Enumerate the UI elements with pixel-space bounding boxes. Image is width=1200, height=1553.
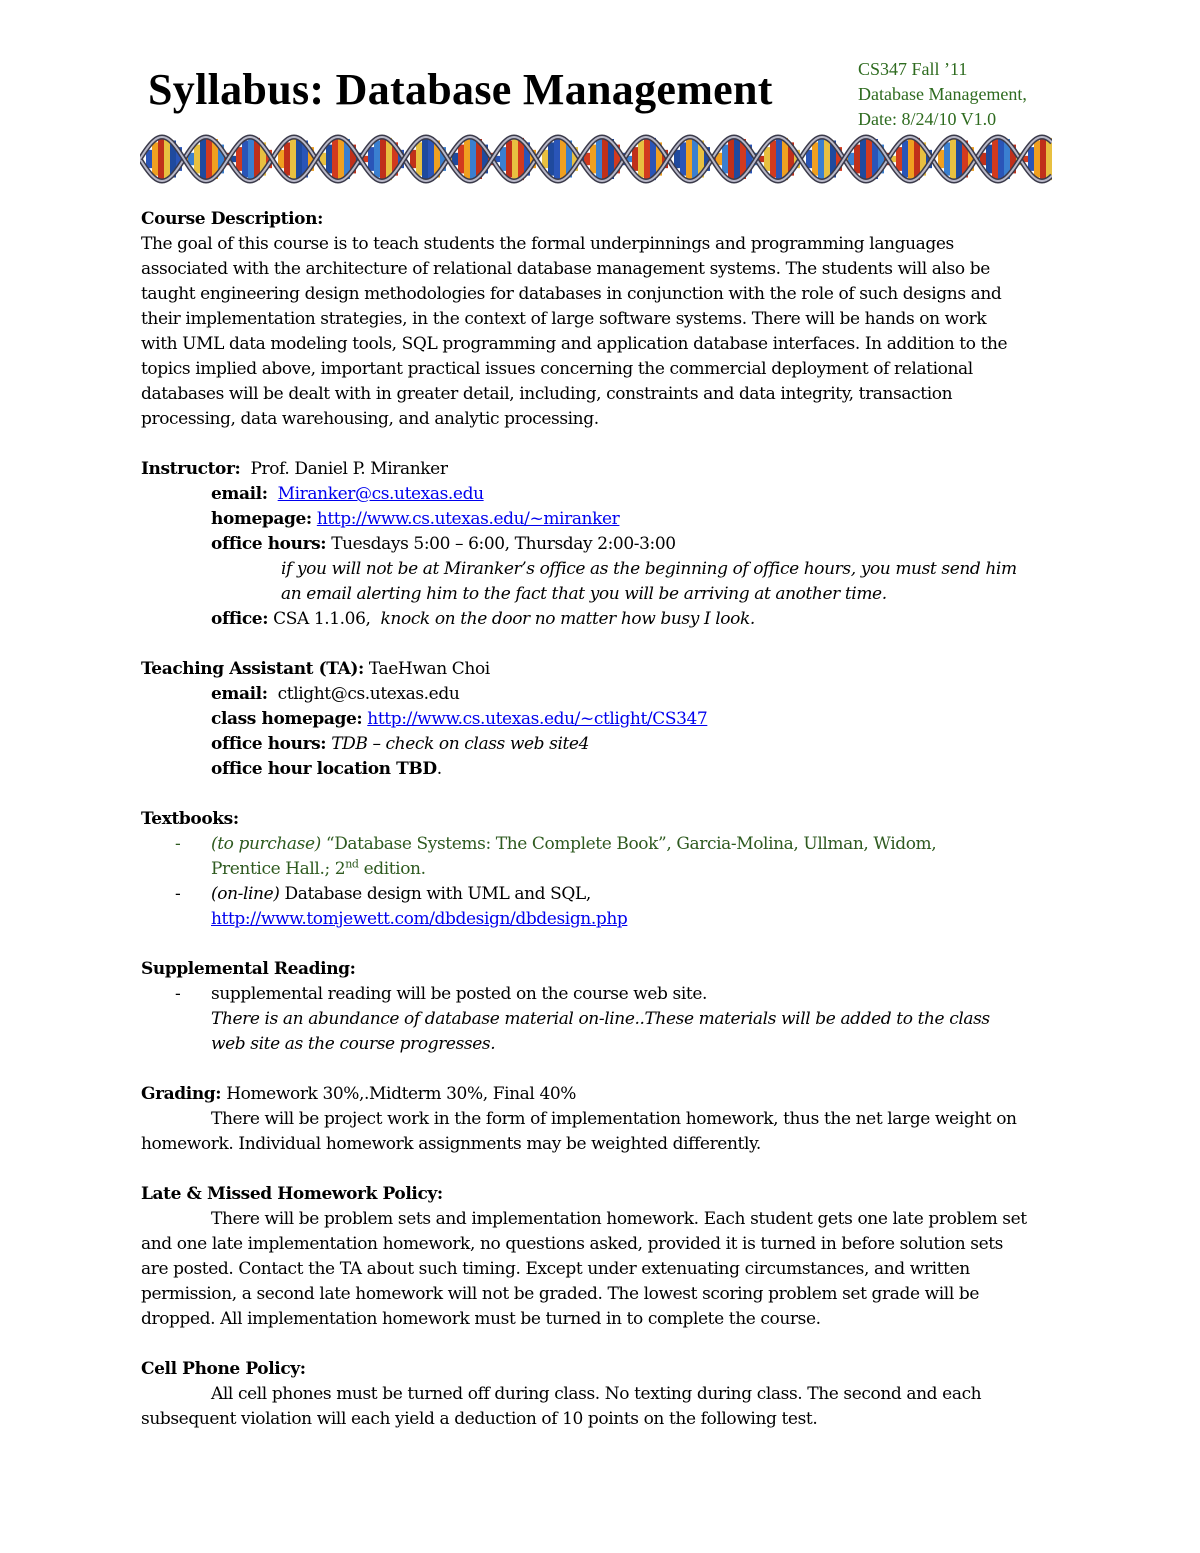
ta-office-location: office hour location TBD (211, 759, 437, 779)
helix-rung (998, 137, 1004, 181)
helix-rung (242, 140, 248, 177)
helix-rung (248, 137, 254, 181)
late-policy-text: permission, a second late homework will not be graded. The lowest scoring problem set grade will be (141, 1284, 980, 1304)
helix-rung (464, 139, 470, 179)
edition-superscript: nd (345, 857, 359, 871)
helix-rung (200, 139, 206, 179)
textbook-title: Database design with UML and SQL, (284, 884, 591, 904)
late-policy-heading: Late & Missed Homework Policy: (141, 1184, 443, 1204)
textbook-tag: (to purchase) (211, 834, 321, 854)
instructor-office-hours: Tuesdays 5:00 – 6:00, Thursday 2:00-3:00 (331, 534, 676, 554)
helix-rung (158, 138, 164, 180)
helix-rung (722, 145, 728, 174)
description-line: their implementation strategies, in the context of large software systems. There will be hands on work (141, 309, 987, 329)
helix-rung (422, 138, 428, 180)
description-line: databases will be dealt with in greater detail, including, constraints and data integrity, transaction (141, 384, 953, 404)
helix-rung (764, 147, 770, 171)
helix-rung (860, 139, 866, 179)
helix-rung (164, 137, 170, 181)
helix-rung (1046, 138, 1052, 180)
helix-rung (908, 137, 914, 181)
office-note: knock on the door no matter how busy I look. (380, 609, 755, 629)
document-date: Date: 8/24/10 V1.0 (858, 109, 997, 129)
bullet-dash: - (175, 884, 181, 904)
textbook-link-line (141, 907, 1061, 932)
ta-homepage-line (141, 707, 1061, 732)
helix-rung (1028, 147, 1034, 171)
helix-rung (512, 137, 518, 181)
textbook-publisher: Prentice Hall.; 2 (211, 859, 346, 879)
textbook-edition: edition. (363, 859, 426, 879)
instructor-line (141, 457, 1061, 482)
helix-rung (380, 137, 386, 181)
grading-text: homework. Individual homework assignments may be weighted differently. (141, 1134, 761, 1154)
late-policy-text: are posted. Contact the TA about such timing. Except under extenuating circumstances, and written (141, 1259, 970, 1279)
ta-line (141, 657, 1061, 682)
helix-rung (680, 142, 686, 175)
helix-rung (560, 137, 566, 181)
email-label: email: (211, 684, 268, 704)
supplemental-note: There is an abundance of database material on-line..These materials will be added to the class (211, 1009, 990, 1029)
ta-office-location-line: office hour location TBD. (211, 759, 442, 779)
supplemental-heading: Supplemental Reading: (141, 959, 356, 979)
helix-rung (692, 137, 698, 181)
homepage-label: homepage: (211, 509, 312, 529)
description-line: with UML data modeling tools, SQL programming and application database interfaces. In addition to the (141, 334, 1008, 354)
helix-rung (956, 137, 962, 181)
supplemental-note: web site as the course progresses. (211, 1034, 496, 1054)
helix-rung (368, 147, 374, 171)
helix-rung (470, 137, 476, 181)
ta-email: ctlight@cs.utexas.edu (277, 684, 460, 704)
office-hours-note: an email alerting him to the fact that you will be arriving at another time. (281, 584, 887, 604)
helix-rung (596, 139, 602, 179)
textbook-tag: (on-line) (211, 884, 280, 904)
office-hours-note: if you will not be at Miranker’s office as the beginning of office hours, you must send him (281, 559, 1017, 579)
grading-line (141, 1082, 1061, 1107)
textbook-item (141, 882, 1061, 907)
helix-rung (896, 147, 902, 171)
helix-rung (854, 145, 860, 174)
helix-rung (458, 145, 464, 174)
cell-policy-text: subsequent violation will each yield a deduction of 10 points on the following test. (141, 1409, 818, 1429)
ta-label: Teaching Assistant (TA): (141, 659, 364, 679)
grading-text: There will be project work in the form of implementation homework, thus the net large weight on (211, 1109, 1017, 1129)
helix-rung (818, 138, 824, 180)
course-subject: Database Management, (858, 84, 1027, 104)
helix-rung (824, 137, 830, 181)
syllabus-body (141, 207, 1061, 1432)
helix-rung (590, 145, 596, 174)
description-line: The goal of this course is to teach students the formal underpinnings and programming languages (141, 234, 954, 254)
helix-rung (416, 142, 422, 175)
helix-rung (644, 137, 650, 181)
instructor-name: Prof. Daniel P. Miranker (250, 459, 448, 479)
helix-rung (206, 137, 212, 181)
textbooks-heading: Textbooks: (141, 809, 239, 829)
course-code: CS347 Fall ’11 (858, 59, 968, 79)
instructor-homepage-link[interactable]: http://www.cs.utexas.edu/~miranker (316, 509, 620, 529)
ta-office-hours: TDB – check on class web site4 (331, 734, 590, 754)
helix-rung (812, 142, 818, 175)
late-policy-text: There will be problem sets and implementation homework. Each student gets one late problem set (211, 1209, 1027, 1229)
helix-rung (770, 140, 776, 177)
helix-rung (866, 137, 872, 181)
late-policy-text: dropped. All implementation homework must be turned in to complete the course. (141, 1309, 821, 1329)
helix-rung (374, 140, 380, 177)
helix-rung (152, 142, 158, 175)
textbook-item (141, 832, 1061, 857)
helix-rung (500, 147, 506, 171)
instructor-email-line (141, 482, 1061, 507)
bullet-dash: - (175, 834, 181, 854)
class-homepage-link[interactable]: http://www.cs.utexas.edu/~ctlight/CS347 (367, 709, 708, 729)
helix-rung (902, 140, 908, 177)
instructor-email-link[interactable]: Miranker@cs.utexas.edu (277, 484, 484, 504)
helix-rung (734, 137, 740, 181)
supplemental-text: supplemental reading will be posted on the course web site. (211, 984, 707, 1004)
supplemental-item (141, 982, 1061, 1007)
description-line: associated with the architecture of relational database management systems. The students will also be (141, 259, 990, 279)
office-label: office: (211, 609, 269, 629)
grading-label: Grading: (141, 1084, 222, 1104)
helix-rung (728, 139, 734, 179)
office-hours-label: office hours: (211, 734, 327, 754)
dna-helix-banner-image (140, 128, 1052, 190)
class-homepage-label: class homepage: (211, 709, 363, 729)
ta-office-hours-line (141, 732, 1061, 757)
textbook-link[interactable]: http://www.tomjewett.com/dbdesign/dbdesign.php (211, 909, 628, 929)
helix-rung (602, 137, 608, 181)
helix-rung (638, 140, 644, 177)
helix-rung (194, 145, 200, 174)
helix-rung (1040, 137, 1046, 181)
grading-summary: Homework 30%,.Midterm 30%, Final 40% (226, 1084, 577, 1104)
textbook-item-continued (141, 857, 1061, 882)
description-line: topics implied above, important practical issues concerning the commercial deployment of relational (141, 359, 973, 379)
cell-policy-heading: Cell Phone Policy: (141, 1359, 306, 1379)
helix-rung (554, 138, 560, 180)
helix-rung (332, 139, 338, 179)
helix-rung (326, 145, 332, 174)
course-description-text (141, 232, 1061, 432)
helix-rung (296, 137, 302, 181)
helix-rung (338, 137, 344, 181)
instructor-homepage-line (141, 507, 1061, 532)
helix-rung (686, 138, 692, 180)
instructor-office: CSA 1.1.06, (273, 609, 371, 629)
description-line: processing, data warehousing, and analytic processing. (141, 409, 599, 429)
header-info (858, 57, 1027, 132)
helix-rung (284, 142, 290, 175)
ta-email-line (141, 682, 1061, 707)
cell-policy-text: All cell phones must be turned off during class. No texting during class. The second and each (211, 1384, 982, 1404)
helix-rung (236, 147, 242, 171)
instructor-label: Instructor: (141, 459, 241, 479)
ta-name: TaeHwan Choi (368, 659, 490, 679)
office-hours-label: office hours: (211, 534, 327, 554)
helix-rung (950, 138, 956, 180)
description-line: taught engineering design methodologies for databases in conjunction with the role of such designs and (141, 284, 1002, 304)
document-title: Syllabus: Database Management (148, 65, 773, 114)
bullet-dash: - (175, 984, 181, 1004)
helix-rung (428, 137, 434, 181)
course-description-heading: Course Description: (141, 209, 323, 229)
helix-rung (1034, 140, 1040, 177)
helix-rung (992, 139, 998, 179)
instructor-office-line (141, 607, 1061, 632)
helix-rung (986, 145, 992, 174)
helix-rung (944, 142, 950, 175)
helix-rung (632, 147, 638, 171)
helix-rung (548, 142, 554, 175)
helix-rung (776, 137, 782, 181)
instructor-office-hours-line (141, 532, 1061, 557)
late-policy-text: and one late implementation homework, no questions asked, provided it is turned in before solution sets (141, 1234, 1004, 1254)
email-label: email: (211, 484, 268, 504)
helix-rung (506, 140, 512, 177)
helix-rung (290, 138, 296, 180)
textbook-title: “Database Systems: The Complete Book”, Garcia-Molina, Ullman, Widom, (325, 834, 937, 854)
